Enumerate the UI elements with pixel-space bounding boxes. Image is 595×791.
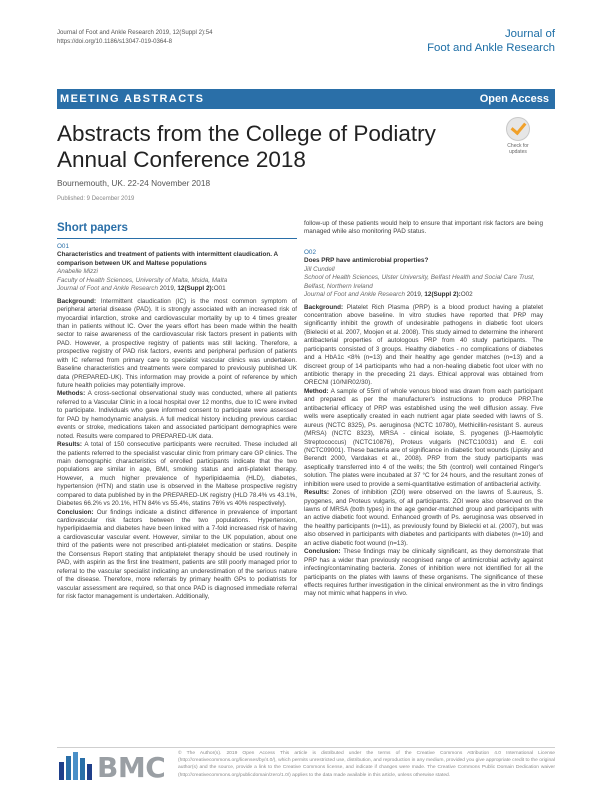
abstract-number: O01 (57, 243, 69, 250)
section-band (57, 89, 555, 109)
badge-line-1: Check for (507, 143, 529, 149)
author-name-2: Jill Cundell (304, 265, 335, 273)
method-label-2: Method: (304, 387, 329, 395)
badge-line-2: updates (509, 149, 527, 155)
results-paragraph (57, 441, 297, 509)
citation-id: O01 (213, 285, 226, 293)
citation-volume: 12(Suppl 2): (177, 285, 214, 293)
methods-label: Methods: (57, 390, 86, 398)
article-meta (57, 29, 213, 46)
open-access-label: Open Access (479, 93, 549, 105)
left-column (57, 243, 297, 601)
results-label: Results: (57, 441, 83, 449)
conclusion-paragraph (57, 509, 297, 602)
title-line-2: Annual Conference 2018 (57, 147, 306, 172)
abstract-title-2: Does PRP have antimicrobial properties? (304, 257, 429, 265)
right-column (304, 220, 543, 599)
doi-link[interactable]: https://doi.org/10.1186/s13047-019-0364-8 (57, 37, 173, 45)
conclusion-paragraph-2 (304, 548, 543, 599)
journal-name-line2: Foot and Ankle Research (427, 41, 555, 54)
title-line-1: Abstracts from the College of Podiatry (57, 121, 436, 146)
abstract-title: Characteristics and treatment of patients with intermittent claudication. A comparison between UK and Maltese populations (57, 251, 278, 267)
method-text-2: A sample of 55ml of whole venous blood was drawn from each participant and prepared as per the manufacturer's instructions to produce PRP.The antibacterial efficacy of PRP was established using the well diffusion assay. Five wells were aseptically created in each nutrient agar plate seeded with lawns of S. aureus (NCTC 8325), Ps. aeruginosa (NCTC 10780), Methicillin-resistant S. aureus (MRSA) (NCTC 8323), MRSA - clinical isolate, S. pyogenes (β-Haemolytic Streptococcus) (NCTC10876), Proteus vulgaris (NCTC10031) and E. coli (NCTC09001). These bacteria are of significance in diabetic foot wounds (Lipsky and Berendt 2000, Vardakas et al., 2008). PRP from the study participants was aseptically transferred into 4 of the wells; the 5th (control) well contained Ringer's solution. The plates were incubated at 37 °C for 24 hours, and the resultant zones of inhibition were used to provide a semi-quantitative estimation of antibacterial activity. (304, 387, 543, 488)
conclusion-text-2: These findings may be clinically significant, as they demonstrate that PRP has a wider than previously recognised range of antimicrobial activity against infecting/contaminating bacteria. Zones of inhibition were not identified for all the participants on the plates with lawns of these organisms. The significance of these effects requires further investigation in the clinical environment as the in vitro findings may not mimic what happens in vivo. (304, 548, 543, 598)
published-date: Published: 9 December 2019 (57, 196, 135, 202)
method-paragraph-2 (304, 388, 543, 489)
journal-name-line1: Journal of (504, 28, 555, 40)
citation-volume-2: 12(Suppl 2): (424, 291, 461, 299)
article-type-label: MEETING ABSTRACTS (60, 93, 205, 105)
background-label: Background: (57, 297, 97, 305)
author-affiliation-2: School of Health Sciences, Ulster University, Belfast Health and Social Care Trust, Belfast, Northern Ireland (304, 274, 535, 290)
abstract-citation (57, 285, 297, 293)
page-title (57, 121, 436, 173)
citation-id-2: O02 (460, 291, 473, 299)
background-text: Intermittent claudication (IC) is the most common symptom of peripheral arterial disease (PAD). It is strongly associated with an increased risk of myocardial infarction, stroke and cardiovascular mortality by up to 4 times greater than in patients without IC. Over the years effort has been made within the health sector to raise awareness of the cardiovascular risk factors present in patients with PAD. However, a prospective registry of patients was still lacking. Therefore, a prospective registry of PAD risk factors, events and peripheral perfusion of patients with IC referred from primary care to specialist vascular clinics was undertaken. Baseline characteristics and treatments were compared to previously published UK data (PREPARED-UK). This information may provide a point of reference by which future health policies may potentially improve. (57, 297, 297, 389)
methods-text: A cross-sectional observational study was conducted, where all patients referred to a Vascular Clinic in a local hospital over 12 months, due to IC were invited to participate. Individuals who gave informed consent to participate were assessed for PAD by hemodynamic analysis. A full medical history including previous cardiac events or stroke, medications taken and associated participant demographics were noted. Results were compared to PREPARED-UK data. (57, 390, 297, 440)
license-text: © The Author(s). 2019 Open Access This article is distributed under the terms of the Creative Commons Attribution 4.0 International License (http://creativecommons.org/licenses/by/4.0/), which permits unrestricted use, distribution, and reproduction in any medium, provided you give appropriate credit to the original author(s) and the source, provide a link to the Creative Commons license, and indicate if changes were made. The Creative Commons Public Domain Dedication waiver (http://creativecommons.org/publicdomain/zero/1.0/) applies to the data made available in this article, unless otherwise stated. (178, 751, 555, 778)
results-label-2: Results: (304, 489, 330, 497)
background-label-2: Background: (304, 303, 344, 311)
check-updates-icon (506, 117, 530, 141)
bmc-logo-text: BMC (97, 751, 166, 784)
abstract-number-2: O02 (304, 248, 316, 256)
conference-location: Bournemouth, UK. 22-24 November 2018 (57, 178, 211, 188)
abstract-citation-2 (304, 291, 543, 299)
background-paragraph (57, 298, 297, 391)
author-affiliation: Faculty of Health Sciences, University of Malta, Msida, Malta (57, 276, 228, 284)
continued-paragraph: follow-up of these patients would help to ensure that important risk factors are being managed while also monitoring PAD status. (304, 220, 543, 236)
conclusion-label-2: Conclusion: (304, 548, 341, 556)
citation-journal-2: Journal of Foot and Ankle Research (304, 291, 405, 299)
citation-line: Journal of Foot and Ankle Research 2019, 12(Suppl 2):54 (57, 29, 213, 36)
results-text-2: Zones of inhibition (ZOI) were observed on the lawns of S.aureus, S. pyogenes, and Proteus vulgaris, of all participants. ZOI were also observed on the lawns of MRSA (both types) in the age gender-matched group and participants with an active diabetic foot wound. Enhanced growth of Ps. aeruginosa was observed in the healthy participants (n=11), as previously found by Bielecki et al. (2007), but was also observed in participants with diabetes and participants with diabetes (n=10) and an active diabetic foot wound (n=13). (304, 489, 543, 547)
author-name: Anabelle Mizzi (57, 268, 98, 276)
journal-name[interactable] (427, 28, 555, 55)
check-for-updates-badge[interactable] (497, 117, 539, 161)
section-heading: Short papers (57, 222, 128, 234)
citation-journal: Journal of Foot and Ankle Research (57, 285, 158, 293)
conclusion-label: Conclusion: (57, 508, 94, 516)
section-divider (57, 238, 297, 239)
footer-divider (57, 747, 555, 748)
citation-year: 2019, (157, 285, 178, 293)
bmc-logo-icon (57, 752, 95, 782)
bmc-logo[interactable] (57, 751, 166, 784)
background-paragraph-2 (304, 304, 543, 388)
results-text: A total of 150 consecutive participants were recruited. These included all the patients referred to the specialist vascular clinic from primary care GP clinics. The main demographic characteristics of enrolled participants indicate that the two populations are similar in age, BMI, smoking status and anti-platelet therapy. However, a much higher prevalence of hyperlipidaemia (HLD), diabetes, hypertension (HTN) and statin use is observed in the Maltese prospective registry compared to data published by in the PREPARED-UK registry (HLD 78.4% vs 43.1%, Diabetes 66.2% vs 20.1%, HTN 84% vs 55.4%, statins 76% vs 40% respectively). (57, 441, 297, 508)
results-paragraph-2 (304, 489, 543, 548)
background-text-2: Platelet Rich Plasma (PRP) is a blood product having a platelet concentration above baseline. In vitro studies have reported that PRP may significantly inhibit the growth of undesirable pathogens in diabetic foot ulcers (Bielecki et al. 2007, Moojen et al. 2008). This study aimed to determine the inherent antibacterial properties of autologous PRP from 40 study participants. The participants consisted of 3 groups. Healthy diabetics - no complications of diabetes and a HbA1c <8% (n=13) and their healthy age gender matches (n=13) and a discreet group of 14 participants who had a non-healing diabetic foot ulcer with no antibiotic therapy in the preceding 21 days. Ethical approval was obtained from ORECNI (10/NIR02/30). (304, 303, 543, 387)
methods-paragraph (57, 390, 297, 441)
citation-year-2: 2019, (404, 291, 425, 299)
conclusion-text: Our findings indicate a distinct difference in prevalence of important cardiovascular risk factors between the two populations. Hypertension, hyperlipidaemia and diabetes have been linked with a 7-fold increased risk of having a cardiovascular vascular event. However, similar to the UK population, about one third of the patients were not prescribed anti-platelet medication or statins. Despite the Consensus Report stating that antiplatelet therapy should be used routinely in PAD, with aspirin as the first line treatment, patients are still poorly managed prior to referral to the vascular specialist indicating an underestimation of the serious nature of the disease. Therefore, more referrals by primary health GPs to podiatrists for vascular assessment are required, so that once PAD is diagnosed immediate referral for risk factor management is undertaken. Additionally, (57, 508, 297, 600)
